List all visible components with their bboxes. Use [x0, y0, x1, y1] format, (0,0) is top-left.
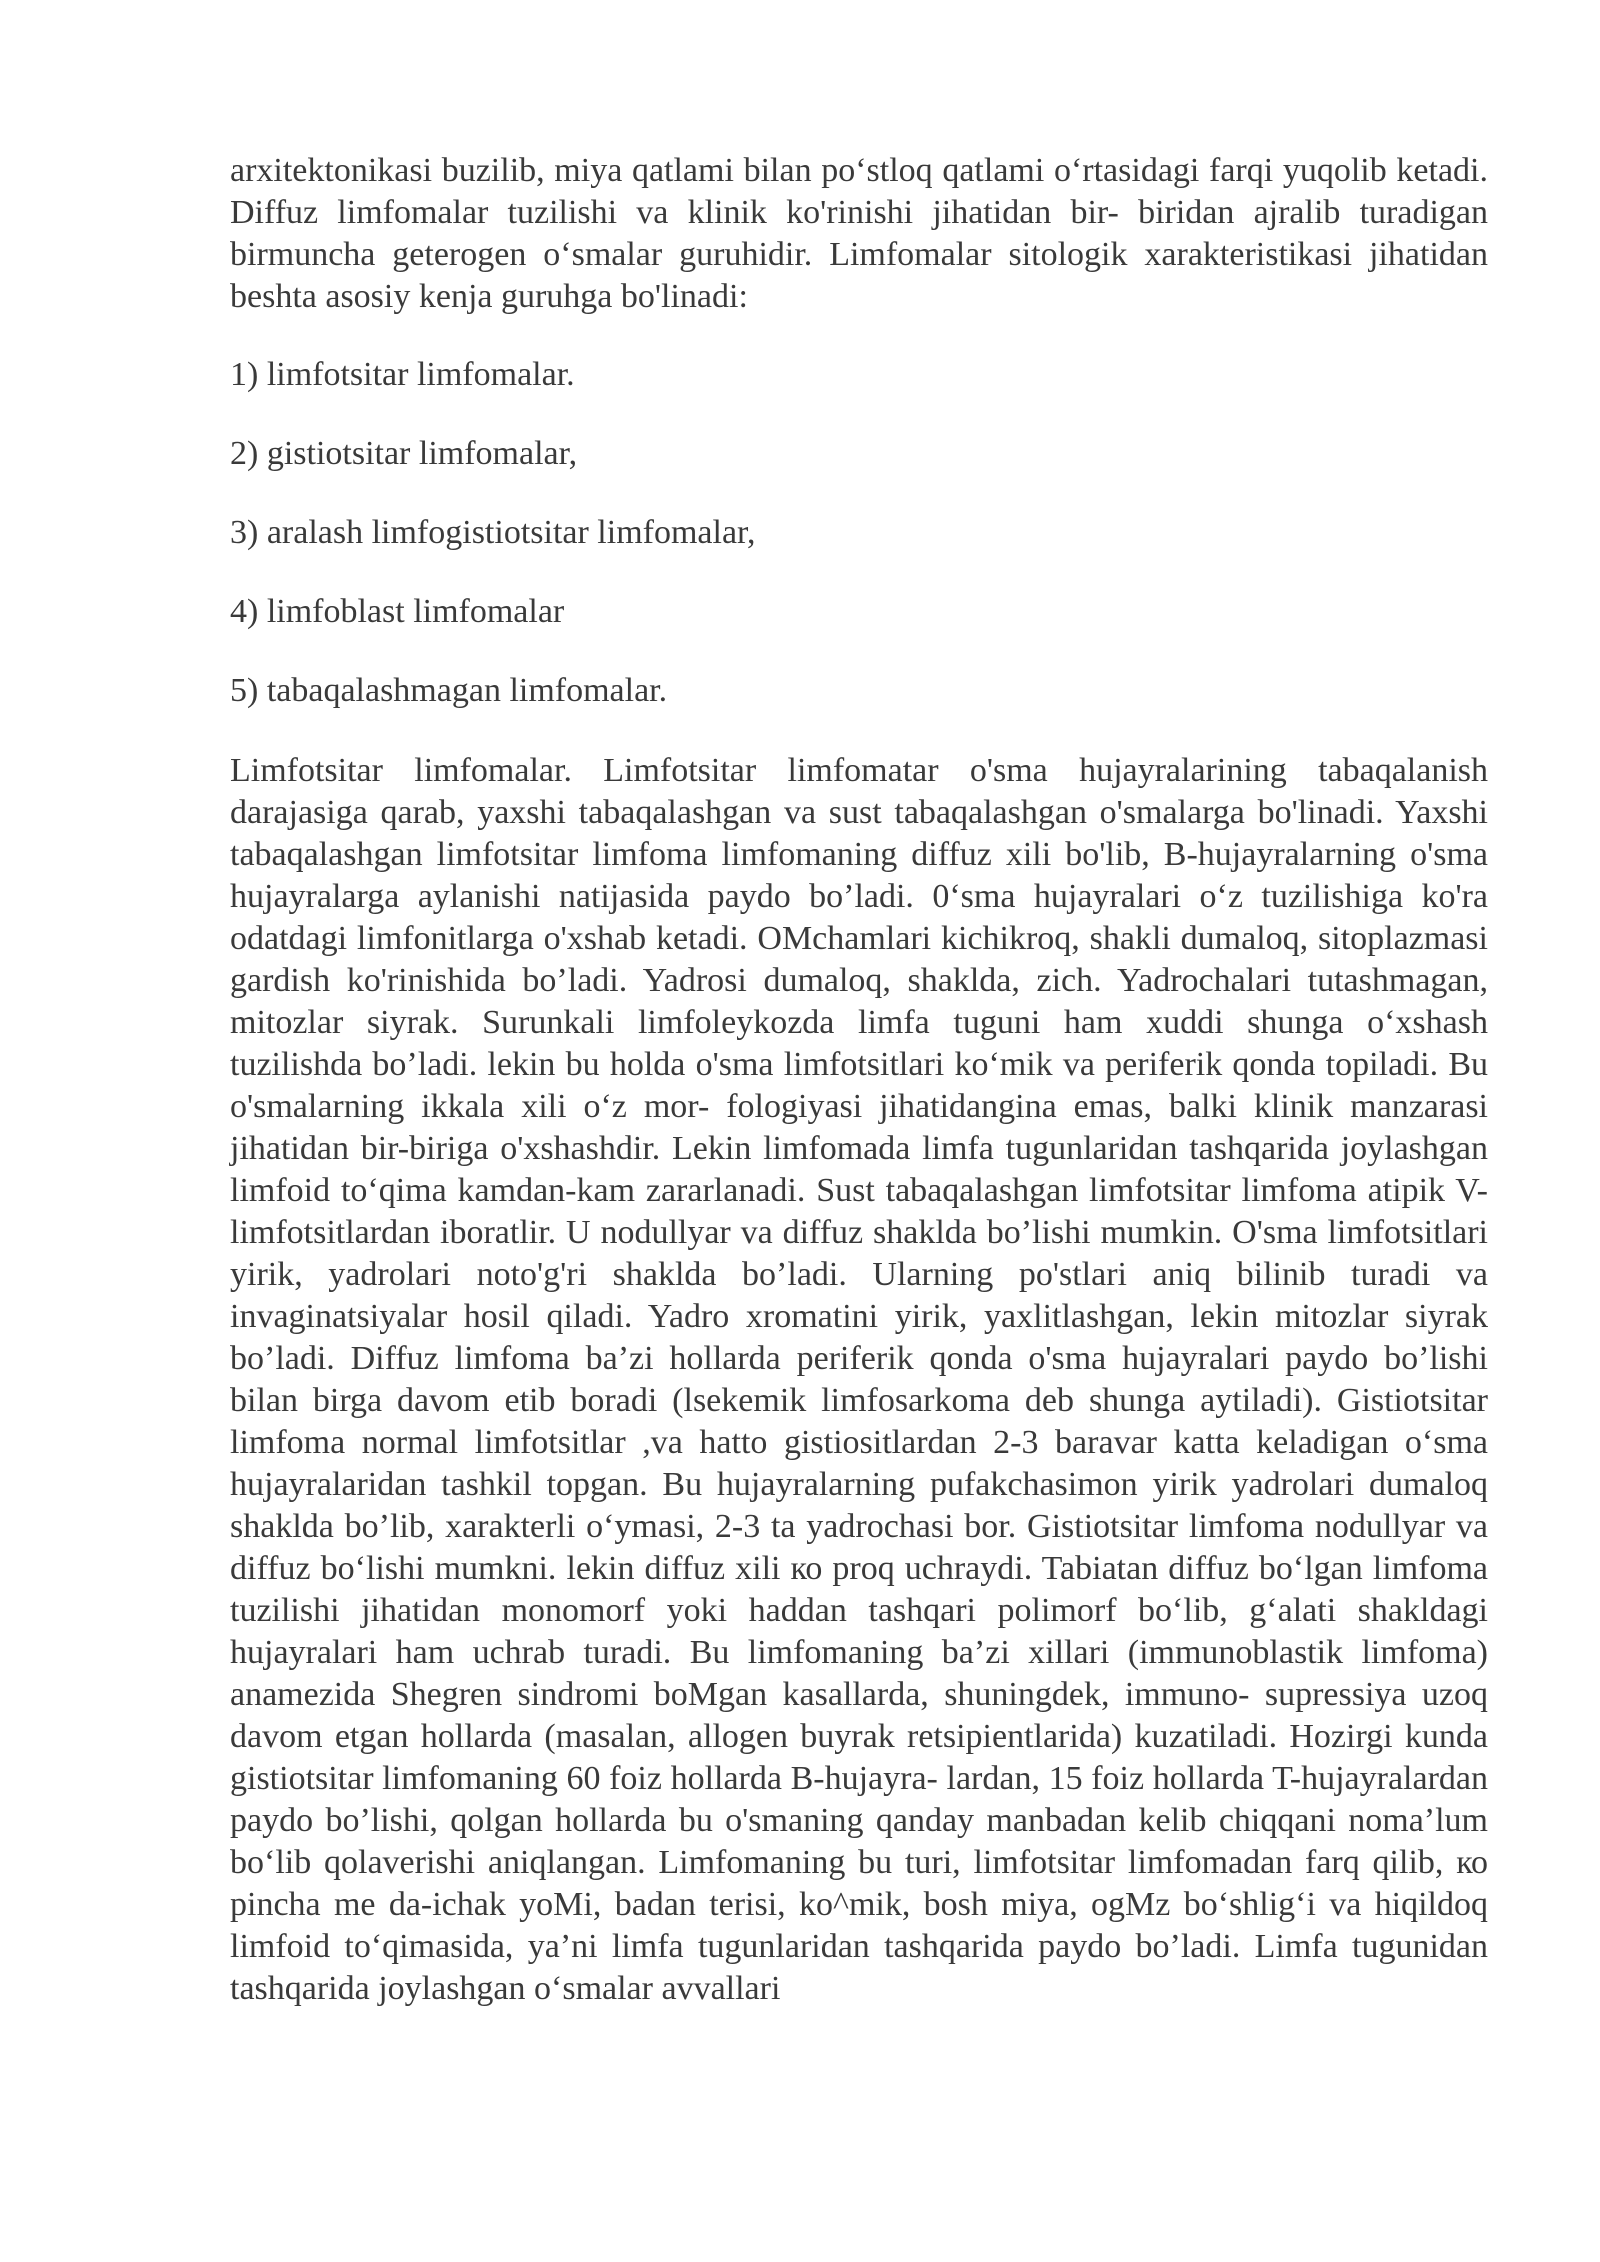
list-item: 3) aralash limfogistiotsitar limfomalar,	[230, 514, 756, 551]
subgroup-list	[230, 354, 1488, 712]
main-paragraph: Limfotsitar limfomalar. Limfotsitar limfomatar o'sma hujayralarining tabaqalanish darajasiga qarab, yaxshi tabaqalashgan va sust tabaqalashgan o'smalarga bo'linadi. Yaxshi tabaqalashgan limfotsitar limfoma limfomaning diffuz xili bo'lib, B-hujayralarning o'sma hujayralarga aylanishi natijasida paydo bo’ladi. 0‘sma hujayralari o‘z tuzilishiga ko'ra odatdagi limfonitlarga o'xshab ketadi. OMchamlari kichikroq, shakli dumaloq, sitoplazmasi gardish ko'rinishida bo’ladi. Yadrosi dumaloq, shaklda, zich. Yadrochalari tutashmagan, mitozlar siyrak. Surunkali limfoleykozda limfa tuguni ham xuddi shunga o‘xshash tuzilishda bo’ladi. lekin bu holda o'sma limfotsitlari ko‘mik va periferik qonda topiladi. Bu o'smalarning ikkala xili o‘z mor- fologiyasi jihatidangina emas, balki klinik manzarasi jihatidan bir-biriga o'xshashdir. Lekin limfomada limfa tugunlaridan tashqarida joylashgan limfoid to‘qima kamdan-kam zararlanadi. Sust tabaqalashgan limfotsitar limfoma atipik V-limfotsitlardan iboratlir. U nodullyar va diffuz shaklda bo’lishi mumkin. O'sma limfotsitlari yirik, yadrolari noto'g'ri shaklda bo’ladi. Ularning po'stlari aniq bilinib turadi va invaginatsiyalar hosil qiladi. Yadro xromatini yirik, yaxlitlashgan, lekin mitozlar siyrak bo’ladi. Diffuz limfoma ba’zi hollarda periferik qonda o'sma hujayralari paydo bo’lishi bilan birga davom etib boradi (lsekemik limfosarkoma deb shunga aytiladi). Gistiotsitar limfoma normal limfotsitlar ,va hatto gistiositlardan 2-3 baravar katta keladigan o‘sma hujayralaridan tashkil topgan. Bu hujayralarning pufakchasimon yirik yadrolari dumaloq shaklda bo’lib, xarakterli o‘ymasi, 2-3 ta yadrochasi bor. Gistiotsitar limfoma nodullyar va diffuz bo‘lishi mumkni. lekin diffuz xili ко proq uchraydi. Tabiatan diffuz bo‘lgan limfoma tuzilishi jihatidan monomorf yoki haddan tashqari polimorf bo‘lib, g‘alati shakldagi hujayralari ham uchrab turadi. Bu limfomaning ba’zi xillari (immunoblastik limfoma) anamezida Shegren sindromi boMgan kasallarda, shuningdek, immuno- supressiya uzoq davom etgan hollarda (masalan, allogen buyrak retsipientlarida) kuzatiladi. Hozirgi kunda gistiotsitar limfomaning 60 foiz hollarda B-hujayra- lardan, 15 foiz hollarda T-hujayralardan paydo bo’lishi, qolgan hollarda bu o'smaning qanday manbadan kelib chiqqani noma’lum bo‘lib qolaverishi aniqlangan. Limfomaning bu turi, limfotsitar limfomadan farq qilib, ко pincha me da-ichak yoMi, badan terisi, ko^mik, bosh miya, ogMz bo‘shlig‘i va hiqildoq limfoid to‘qimasida, ya’ni limfa tugunlaridan tashqarida paydo bo’ladi. Limfa tugunidan tashqarida joylashgan o‘smalar avvallari	[230, 752, 1488, 2007]
list-item: 2) gistiotsitar limfomalar,	[230, 435, 578, 472]
intro-paragraph: arxitektonikasi buzilib, miya qatlami bilan po‘stloq qatlami o‘rtasidagi farqi yuqolib ketadi. Diffuz limfomalar tuzilishi va klinik ko'rinishi jihatidan bir- biridan ajralib turadigan birmuncha geterogen o‘smalar guruhidir. Limfomalar sitologik xarakteristikasi jihatidan beshta asosiy kenja guruhga bo'linadi:	[230, 152, 1488, 315]
document-body	[230, 150, 1488, 2010]
list-item: 5) tabaqalashmagan limfomalar.	[230, 672, 668, 709]
list-item: 1) limfotsitar limfomalar.	[230, 356, 575, 393]
list-item: 4) limfoblast limfomalar	[230, 593, 565, 630]
